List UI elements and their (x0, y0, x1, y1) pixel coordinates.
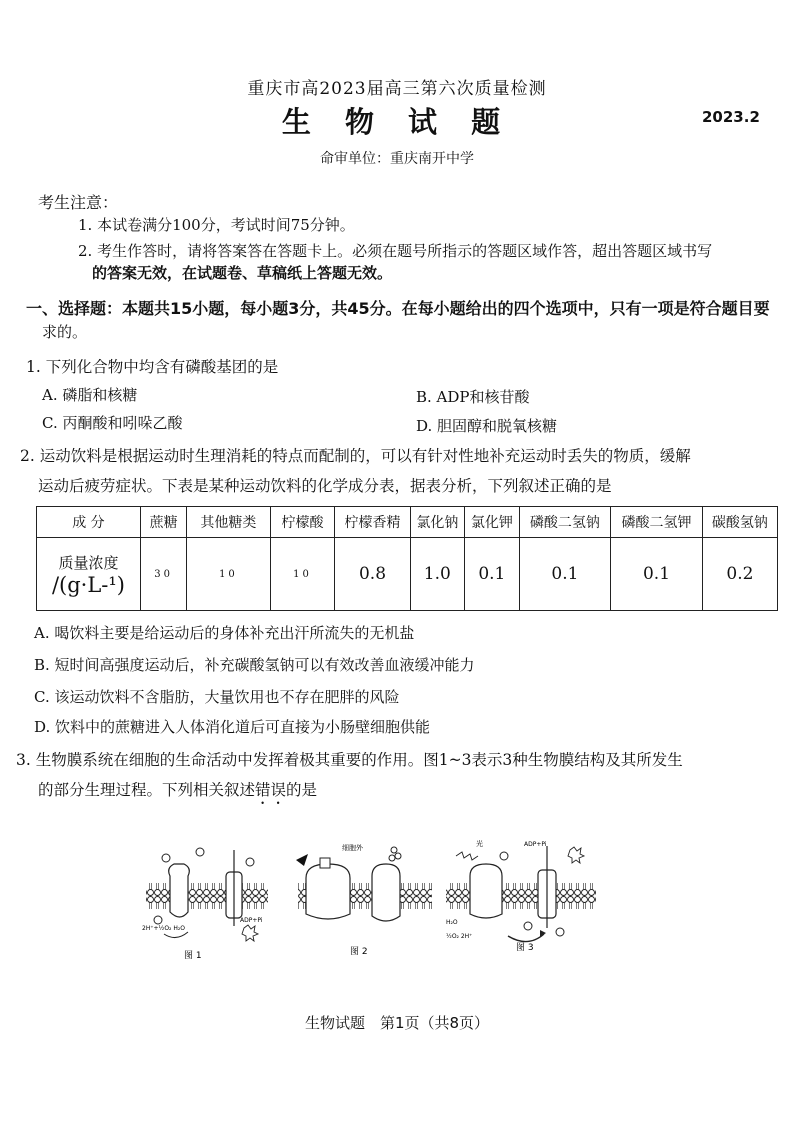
table-row (37, 538, 778, 611)
q2-option-a: A. 喝饮料主要是给运动后的身体补充出汗所流失的无机盐 (34, 624, 415, 642)
table-cell: 0.1 (519, 538, 611, 611)
exam-name: 重庆市高2023届高三第六次质量检测 (247, 79, 547, 99)
q3-emphasis: 错误 (255, 781, 287, 799)
table-header-row (37, 507, 778, 538)
table-header-cell: 柠檬酸 (270, 507, 335, 538)
section-heading-cont: 求的。 (42, 323, 88, 341)
subject-title: 生 物 试 题 (281, 105, 513, 139)
table-header-cell: 蔗糖 (140, 507, 186, 538)
q1-option-a: A. 磷脂和核糖 (42, 386, 138, 404)
notice-heading: 考生注意： (38, 193, 119, 212)
membrane-diagram (140, 836, 600, 964)
row-label-cell (37, 538, 141, 611)
table-cell: 10 (187, 538, 270, 611)
table-cell: 30 (140, 538, 186, 611)
fig2-outside: 细胞外 (342, 844, 363, 852)
membrane-figures (140, 836, 600, 964)
composition-table (36, 506, 778, 611)
section-heading: 一、选择题：本题共15小题，每小题3分，共45分。在每小题给出的四个选项中，只有一项是符合题目要 (26, 299, 770, 318)
fig1-label: 图 1 (184, 951, 202, 961)
notice-item-2: 2. 考生作答时，请将答案答在答题卡上。必须在题号所指示的答题区域作答，超出答题区域书写 (78, 242, 713, 260)
exam-date: 2023.2 (702, 108, 760, 126)
table-cell: 0.2 (702, 538, 777, 611)
table-header-cell: 碳酸氢钠 (702, 507, 777, 538)
table-cell: 0.1 (465, 538, 520, 611)
q2-option-c: C. 该运动饮料不含脂肪，大量饮用也不存在肥胖的风险 (34, 688, 400, 706)
fig3-h2o: H₂O (446, 919, 458, 926)
fig2-label: 图 2 (350, 947, 368, 957)
figure-1 (142, 848, 268, 961)
table-cell: 1.0 (410, 538, 465, 611)
fig3-o2: ½O₂ 2H⁺ (446, 933, 473, 940)
table-cell: 10 (270, 538, 335, 611)
figure-2 (296, 843, 432, 957)
page-footer: 生物试题 第1页（共8页） (304, 1014, 490, 1032)
figure-3 (446, 839, 596, 953)
q3-stem: 3. 生物膜系统在细胞的生命活动中发挥着极其重要的作用。图1~3表示3种生物膜结构及其所发生 (16, 751, 683, 769)
table-header-cell: 其他糖类 (187, 507, 270, 538)
q3-stem-part: 的部分生理过程。下列相关叙述 (38, 781, 256, 799)
q2-stem-cont: 运动后疲劳症状。下表是某种运动饮料的化学成分表，据表分析，下列叙述正确的是 (38, 477, 612, 495)
fig3-light: 光 (476, 840, 483, 848)
table-header-cell: 柠檬香精 (335, 507, 410, 538)
q3-stem-end: 的是 (286, 781, 318, 799)
table-header-cell: 氯化钠 (410, 507, 465, 538)
table-cell: 0.1 (611, 538, 703, 611)
q3-stem-cont (38, 778, 317, 808)
fig1-adp: ADP+Pi (240, 917, 263, 924)
q1-stem: 1. 下列化合物中均含有磷酸基团的是 (26, 358, 279, 376)
fig3-label: 图 3 (516, 943, 534, 953)
fig1-water-eq: 2H⁺+½O₂ H₂O (142, 925, 186, 932)
q2-option-d: D. 饮料中的蔗糖进入人体消化道后可直接为小肠壁细胞供能 (34, 718, 431, 736)
q2-stem: 2. 运动饮料是根据运动时生理消耗的特点而配制的，可以有针对性地补充运动时丢失的物质，缓解 (20, 447, 691, 465)
q1-option-b: B. ADP和核苷酸 (416, 388, 530, 406)
notice-item-2-cont: 的答案无效，在试题卷、草稿纸上答题无效。 (92, 264, 393, 282)
table-header-cell: 氯化钾 (465, 507, 520, 538)
fig3-adp: ADP+Pi (524, 841, 547, 848)
table-header-cell: 成 分 (37, 507, 141, 538)
table-header-cell: 磷酸二氢钠 (519, 507, 611, 538)
q1-option-d: D. 胆固醇和脱氧核糖 (416, 417, 558, 435)
notice-item-1: 1. 本试卷满分100分，考试时间75分钟。 (78, 216, 355, 234)
table-header-cell: 磷酸二氢钾 (611, 507, 703, 538)
row-label-top: 质量浓度 (58, 553, 119, 572)
setter-line: 命审单位：重庆南开中学 (320, 151, 474, 167)
table-cell: 0.8 (335, 538, 410, 611)
row-label-unit: /(g·L-¹) (51, 572, 125, 597)
q1-option-c: C. 丙酮酸和吲哚乙酸 (42, 414, 183, 432)
q2-option-b: B. 短时间高强度运动后，补充碳酸氢钠可以有效改善血液缓冲能力 (34, 656, 475, 674)
